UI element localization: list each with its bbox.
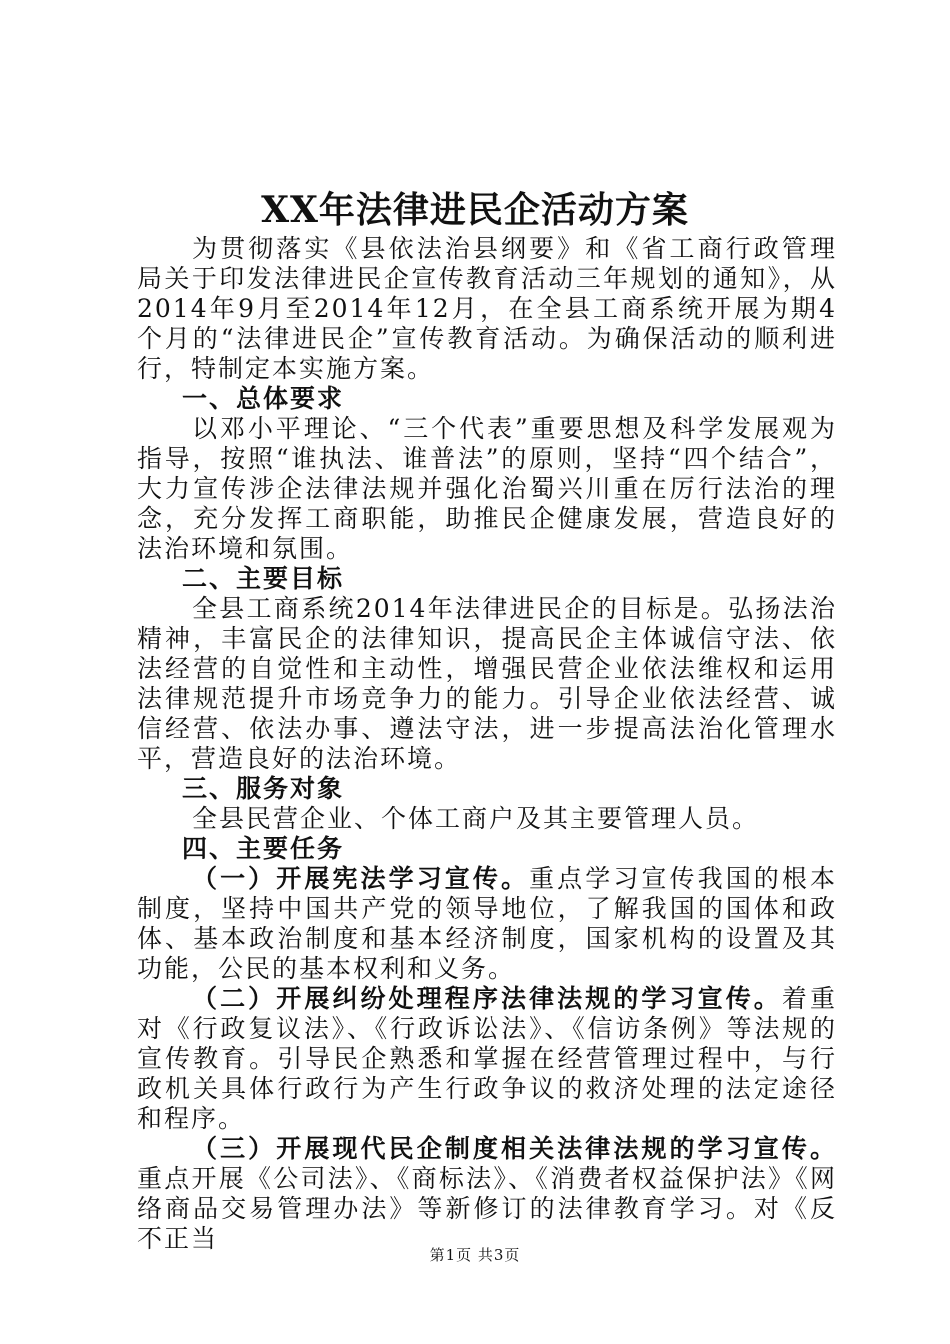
task-item-text: 着重对《行政复议法》、《行政诉讼法》、《信访条例》等法规的宣传教育。引导民企熟悉和掌握在经营管理过程中，与行政机关具体行政行为产生行政争议的救济处理的法定途径和程序。 [137,984,837,1133]
section-heading-main-tasks: 四、主要任务 [182,834,345,863]
task-item-lead: （三）开展现代民企制度相关法律法规的学习宣传。 [192,1134,837,1163]
task-item-lead: （一）开展宪法学习宣传。 [192,864,530,893]
document-body [137,234,837,1254]
general-requirements-paragraph: 以邓小平理论、“三个代表”重要思想及科学发展观为指导，按照“谁执法、谁普法”的原则，坚持“四个结合”，大力宣传涉企法律法规并强化治蜀兴川重在厉行法治的理念，充分发挥工商职能，助推民企健康发展，营造良好的法治环境和氛围。 [137,414,837,563]
task-item-lead: （二）开展纠纷处理程序法律法规的学习宣传。 [192,984,782,1013]
section-heading-service-targets: 三、服务对象 [182,774,345,803]
intro-paragraph: 为贯彻落实《县依法治县纲要》和《省工商行政管理局关于印发法律进民企宣传教育活动三年规划的通知》，从2014年9月至2014年12月，在全县工商系统开展为期4个月的“法律进民企”宣传教育活动。为确保活动的顺利进行，特制定本实施方案。 [137,234,837,383]
section-heading-general-requirements: 一、总体要求 [182,384,345,413]
task-item-dispute-procedure [137,984,837,1134]
task-item-modern-enterprise [137,1134,837,1254]
service-targets-paragraph: 全县民营企业、个体工商户及其主要管理人员。 [192,804,760,833]
task-item-constitution [137,864,837,984]
main-goals-paragraph: 全县工商系统2014年法律进民企的目标是。弘扬法治精神，丰富民企的法律知识，提高民企主体诚信守法、依法经营的自觉性和主动性，增强民营企业依法维权和运用法律规范提升市场竞争力的能力。引导企业依法经营、诚信经营、依法办事、遵法守法，进一步提高法治化管理水平，营造良好的法治环境。 [137,594,837,773]
task-item-text: 重点开展《公司法》、《商标法》、《消费者权益保护法》《网络商品交易管理办法》等新修订的法律教育学习。对《反不正当 [137,1164,837,1253]
page-number-footer: 第1页 共3页 [429,1246,521,1264]
document-title: XX年法律进民企活动方案 [261,189,689,231]
section-heading-main-goals: 二、主要目标 [182,564,345,593]
task-item-text: 重点学习宣传我国的根本制度，坚持中国共产党的领导地位，了解我国的国体和政体、基本政治制度和基本经济制度，国家机构的设置及其功能，公民的基本权利和义务。 [137,864,837,983]
